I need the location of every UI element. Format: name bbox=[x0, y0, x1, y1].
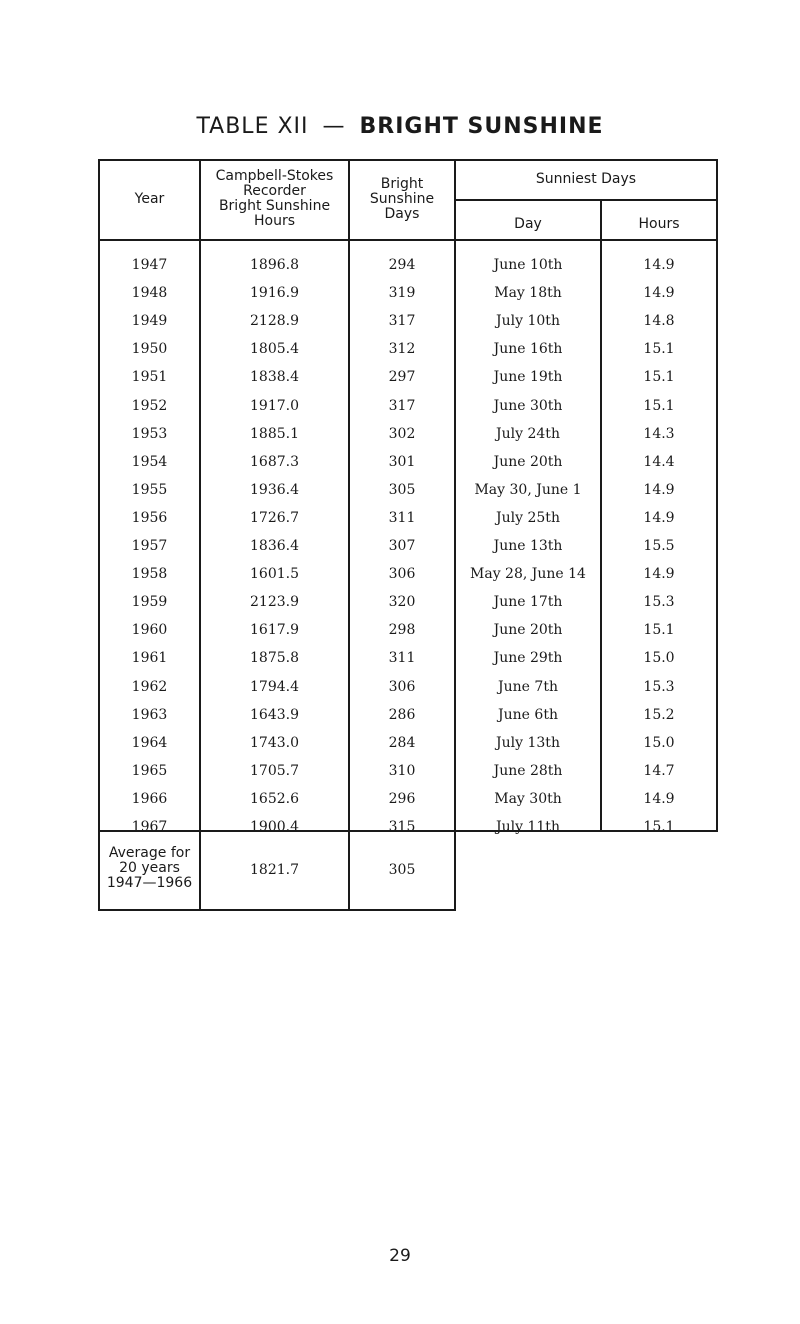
cell-sunniest-day: June 20th bbox=[493, 622, 563, 638]
cell-sunniest-hours: 14.4 bbox=[643, 454, 675, 470]
cell-sunshine-days: 306 bbox=[388, 566, 416, 582]
cell-sunniest-day: June 30th bbox=[493, 398, 563, 414]
cell-sunshine-days: 317 bbox=[388, 398, 416, 414]
cell-year: 1956 bbox=[131, 510, 168, 526]
cell-sunshine-hours: 1643.9 bbox=[250, 707, 299, 723]
cell-year: 1955 bbox=[131, 482, 168, 498]
cell-year: 1959 bbox=[131, 594, 168, 610]
cell-sunshine-hours: 1936.4 bbox=[250, 482, 299, 498]
cell-sunniest-hours: 15.0 bbox=[643, 650, 675, 666]
cell-sunshine-hours: 1917.0 bbox=[250, 398, 299, 414]
cell-sunniest-hours: 14.3 bbox=[643, 426, 675, 442]
header-days-line: Days bbox=[384, 206, 420, 222]
cell-sunshine-hours: 1916.9 bbox=[250, 285, 299, 301]
cell-sunshine-days: 320 bbox=[388, 594, 416, 610]
cell-sunshine-days: 297 bbox=[388, 369, 416, 385]
table-heading: BRIGHT SUNSHINE bbox=[359, 114, 604, 139]
cell-sunniest-day: May 18th bbox=[494, 285, 562, 301]
cell-sunniest-hours: 15.5 bbox=[643, 538, 675, 554]
cell-sunshine-days: 319 bbox=[388, 285, 416, 301]
cell-year: 1948 bbox=[131, 285, 168, 301]
cell-sunshine-hours: 1838.4 bbox=[250, 369, 299, 385]
cell-sunniest-day: May 28, June 14 bbox=[470, 566, 586, 582]
cell-sunshine-days: 307 bbox=[388, 538, 416, 554]
top-rule bbox=[98, 159, 718, 161]
cell-year: 1949 bbox=[131, 313, 168, 329]
cell-sunniest-day: June 10th bbox=[493, 257, 563, 273]
header-sunniest-days: Sunniest Days bbox=[535, 171, 637, 187]
cell-sunniest-day: June 29th bbox=[493, 650, 563, 666]
header-days-line: Bright bbox=[380, 176, 424, 192]
cell-sunshine-hours: 1875.8 bbox=[250, 650, 299, 666]
cell-year: 1961 bbox=[131, 650, 168, 666]
cell-sunshine-days: 301 bbox=[388, 454, 416, 470]
header-recorder-line: Bright Sunshine bbox=[218, 198, 331, 214]
cell-sunshine-hours: 1705.7 bbox=[250, 763, 299, 779]
cell-sunshine-days: 310 bbox=[388, 763, 416, 779]
title-dash: — bbox=[322, 114, 346, 139]
cell-sunniest-day: June 17th bbox=[493, 594, 563, 610]
cell-sunniest-hours: 14.8 bbox=[643, 313, 675, 329]
cell-sunshine-hours: 1900.4 bbox=[250, 819, 299, 835]
average-label-line: 1947—1966 bbox=[106, 875, 193, 891]
cell-sunshine-days: 296 bbox=[388, 791, 416, 807]
cell-sunshine-hours: 1617.9 bbox=[250, 622, 299, 638]
cell-sunniest-hours: 15.1 bbox=[643, 341, 675, 357]
cell-sunniest-hours: 15.0 bbox=[643, 735, 675, 751]
cell-sunniest-hours: 15.2 bbox=[643, 707, 675, 723]
cell-sunniest-day: June 28th bbox=[493, 763, 563, 779]
cell-sunshine-days: 315 bbox=[388, 819, 416, 835]
cell-sunshine-hours: 1726.7 bbox=[250, 510, 299, 526]
cell-sunshine-days: 311 bbox=[388, 650, 416, 666]
cell-sunniest-day: July 13th bbox=[496, 735, 560, 751]
cell-sunshine-days: 284 bbox=[388, 735, 416, 751]
cell-sunniest-hours: 14.9 bbox=[643, 566, 675, 582]
header-day: Day bbox=[514, 216, 542, 232]
cell-sunshine-hours: 1601.5 bbox=[250, 566, 299, 582]
average-days: 305 bbox=[388, 862, 416, 878]
cell-year: 1963 bbox=[131, 707, 168, 723]
table-title bbox=[0, 114, 800, 139]
average-label bbox=[100, 846, 199, 891]
cell-sunniest-day: June 20th bbox=[493, 454, 563, 470]
cell-sunshine-hours: 1836.4 bbox=[250, 538, 299, 554]
cell-sunniest-hours: 15.1 bbox=[643, 369, 675, 385]
cell-sunshine-days: 305 bbox=[388, 482, 416, 498]
right-border bbox=[716, 159, 718, 832]
header-recorder-line: Recorder bbox=[243, 183, 306, 199]
cell-year: 1957 bbox=[131, 538, 168, 554]
header-year: Year bbox=[134, 191, 165, 207]
cell-sunshine-hours: 1743.0 bbox=[250, 735, 299, 751]
average-label-line: 20 years bbox=[119, 860, 180, 876]
cell-sunshine-days: 298 bbox=[388, 622, 416, 638]
cell-year: 1960 bbox=[131, 622, 168, 638]
cell-sunshine-hours: 1805.4 bbox=[250, 341, 299, 357]
cell-sunniest-day: June 7th bbox=[498, 679, 558, 695]
cell-year: 1954 bbox=[131, 454, 168, 470]
cell-sunniest-day: May 30, June 1 bbox=[474, 482, 582, 498]
cell-sunniest-hours: 14.9 bbox=[643, 482, 675, 498]
cell-year: 1958 bbox=[131, 566, 168, 582]
average-hours: 1821.7 bbox=[250, 862, 299, 878]
table-number: TABLE XII bbox=[196, 114, 309, 139]
cell-sunniest-day: June 13th bbox=[493, 538, 563, 554]
cell-sunniest-day: July 24th bbox=[496, 426, 560, 442]
cell-sunniest-hours: 15.1 bbox=[643, 398, 675, 414]
cell-sunniest-hours: 15.3 bbox=[643, 594, 675, 610]
average-rule bbox=[98, 909, 455, 911]
cell-sunshine-days: 306 bbox=[388, 679, 416, 695]
cell-year: 1947 bbox=[131, 257, 168, 273]
header-days-line: Sunshine bbox=[369, 191, 435, 207]
average-label-line: Average for bbox=[108, 845, 191, 861]
cell-sunshine-days: 317 bbox=[388, 313, 416, 329]
cell-sunshine-hours: 1652.6 bbox=[250, 791, 299, 807]
cell-sunniest-day: June 6th bbox=[498, 707, 558, 723]
cell-sunshine-days: 311 bbox=[388, 510, 416, 526]
cell-sunniest-day: July 25th bbox=[496, 510, 560, 526]
cell-sunniest-hours: 14.9 bbox=[643, 510, 675, 526]
cell-year: 1953 bbox=[131, 426, 168, 442]
cell-sunshine-days: 286 bbox=[388, 707, 416, 723]
cell-sunniest-day: July 10th bbox=[496, 313, 560, 329]
cell-sunshine-days: 312 bbox=[388, 341, 416, 357]
cell-sunshine-hours: 1687.3 bbox=[250, 454, 299, 470]
cell-sunniest-day: June 19th bbox=[493, 369, 563, 385]
cell-sunshine-hours: 1885.1 bbox=[250, 426, 299, 442]
cell-year: 1950 bbox=[131, 341, 168, 357]
cell-year: 1951 bbox=[131, 369, 168, 385]
header-sunshine-days bbox=[350, 177, 454, 222]
cell-sunniest-day: June 16th bbox=[493, 341, 563, 357]
cell-sunniest-day: May 30th bbox=[494, 791, 562, 807]
cell-sunshine-hours: 2128.9 bbox=[250, 313, 299, 329]
cell-year: 1964 bbox=[131, 735, 168, 751]
cell-sunshine-hours: 1794.4 bbox=[250, 679, 299, 695]
cell-sunshine-days: 294 bbox=[388, 257, 416, 273]
header-hours: Hours bbox=[638, 216, 680, 232]
cell-sunshine-days: 302 bbox=[388, 426, 416, 442]
cell-sunshine-hours: 1896.8 bbox=[250, 257, 299, 273]
cell-sunniest-hours: 15.1 bbox=[643, 622, 675, 638]
cell-year: 1965 bbox=[131, 763, 168, 779]
sunniest-rule bbox=[455, 199, 718, 201]
cell-sunniest-hours: 14.7 bbox=[643, 763, 675, 779]
cell-sunniest-hours: 14.9 bbox=[643, 285, 675, 301]
cell-sunniest-day: July 11th bbox=[496, 819, 560, 835]
cell-sunniest-hours: 14.9 bbox=[643, 257, 675, 273]
cell-year: 1967 bbox=[131, 819, 168, 835]
header-recorder-line: Hours bbox=[253, 213, 295, 229]
cell-sunniest-hours: 15.3 bbox=[643, 679, 675, 695]
cell-year: 1962 bbox=[131, 679, 168, 695]
header-recorder-hours bbox=[201, 169, 348, 229]
cell-sunniest-hours: 15.1 bbox=[643, 819, 675, 835]
cell-sunshine-hours: 2123.9 bbox=[250, 594, 299, 610]
page-number: 29 bbox=[389, 1246, 411, 1266]
cell-sunniest-hours: 14.9 bbox=[643, 791, 675, 807]
header-rule bbox=[98, 239, 718, 241]
header-recorder-line: Campbell-Stokes bbox=[215, 168, 334, 184]
cell-year: 1952 bbox=[131, 398, 168, 414]
cell-year: 1966 bbox=[131, 791, 168, 807]
